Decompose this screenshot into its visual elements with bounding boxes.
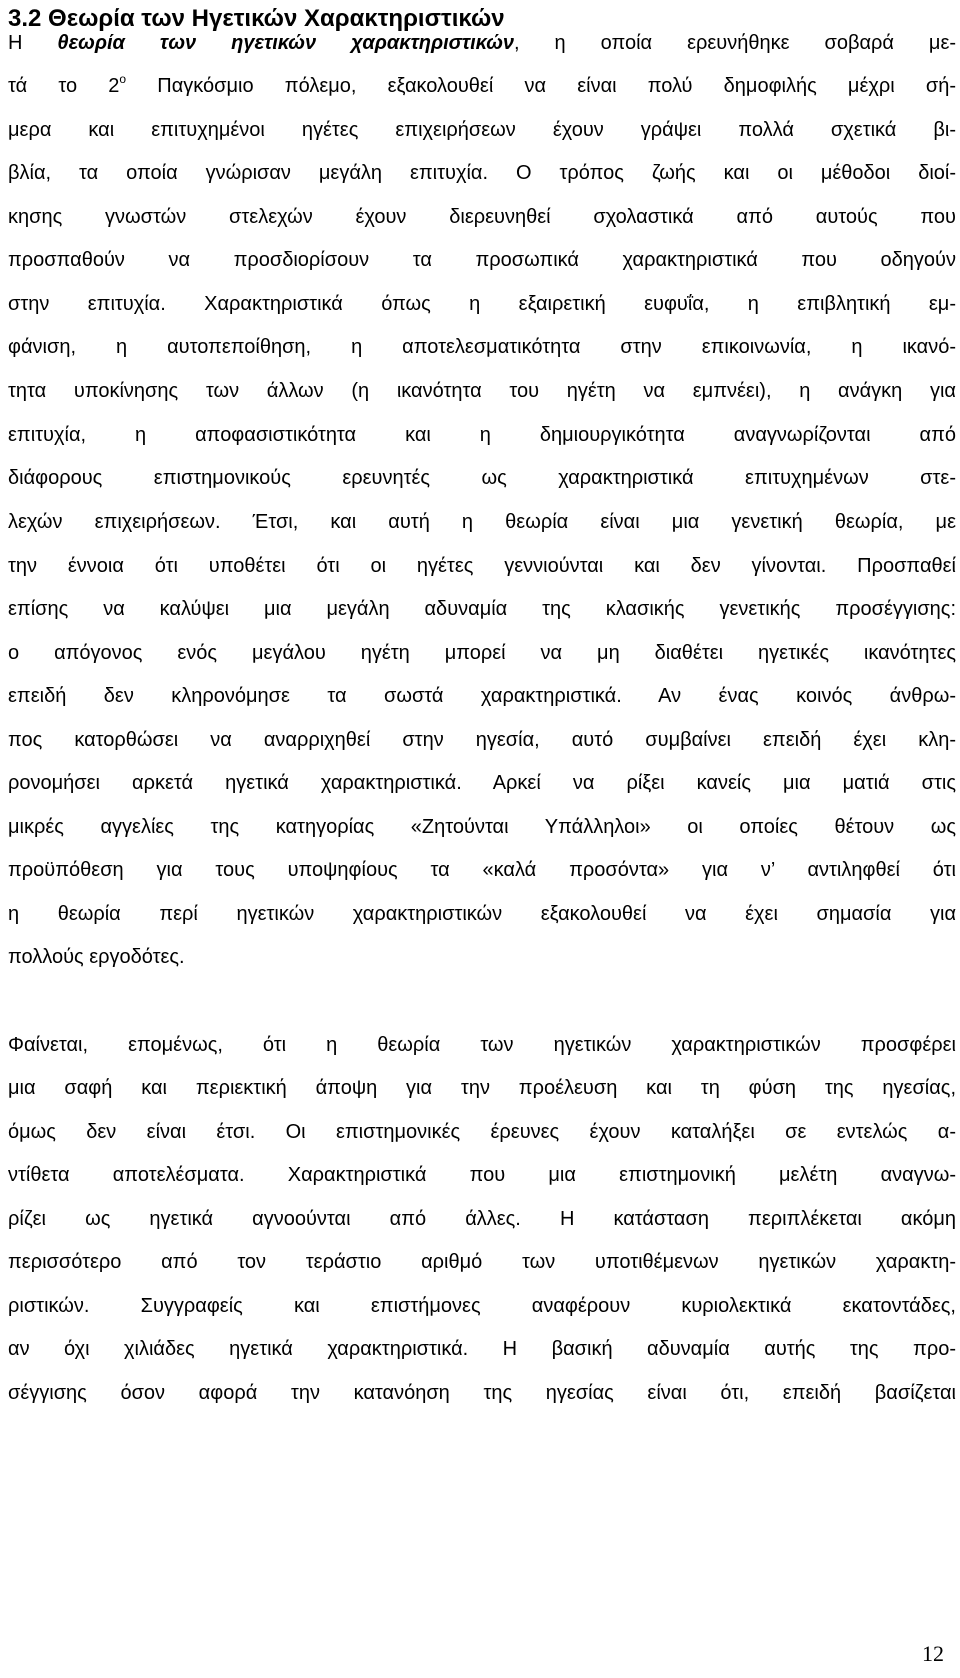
text-line: προϋπόθεση για τους υποψηφίους τα «καλά προσόντα» για ν’ αντιληφθεί ότι (8, 859, 956, 881)
text-run: , η οποία ερευνήθηκε σοβαρά με- (514, 32, 957, 54)
bold-italic-term: θεωρία των ηγετικών χαρακτηριστικών (57, 32, 515, 54)
text-line: πολλούς εργοδότες. (8, 946, 185, 968)
text-line: επίσης να καλύψει μια μεγάλη αδυναμία της κλασικής γενετικής προσέγγισης: (8, 598, 956, 620)
text-line: όμως δεν είναι έτσι. Οι επιστημονικές έρευνες έχουν καταλήξει σε εντελώς α- (8, 1121, 956, 1143)
text-line: ρονομήσει αρκετά ηγετικά χαρακτηριστικά. Αρκεί να ρίξει κανείς μια ματιά στις (8, 772, 956, 794)
text-line: κησης γνωστών στελεχών έχουν διερευνηθεί σχολαστικά από αυτούς που (8, 206, 956, 228)
text-line: μια σαφή και περιεκτική άποψη για την προέλευση και τη φύση της ηγεσίας, (8, 1077, 956, 1099)
page-number: 12 (922, 1641, 944, 1666)
text-line: λεχών επιχειρήσεων. Έτσι, και αυτή η θεωρία είναι μια γενετική θεωρία, με (8, 511, 956, 533)
text-line (8, 29, 956, 57)
text-line: περισσότερο από τον τεράστιο αριθμό των υποτιθέμενων ηγετικών χαρακτη- (8, 1251, 956, 1273)
text-line: την έννοια ότι υποθέτει ότι οι ηγέτες γεννιούνται και δεν γίνονται. Προσπαθεί (8, 555, 956, 577)
text-line: τητα υποκίνησης των άλλων (η ικανότητα του ηγέτη να εμπνέει), η ανάγκη για (8, 380, 956, 402)
section-heading: 3.2 Θεωρία των Ηγετικών Χαρακτηριστικών (8, 5, 505, 32)
text-line: μικρές αγγελίες της κατηγορίας «Ζητούνται Υπάλληλοι» οι οποίες θέτουν ως (8, 816, 956, 838)
text-line: επιτυχία, η αποφασιστικότητα και η δημιουργικότητα αναγνωρίζονται από (8, 424, 956, 446)
text-line: πος κατορθώσει να αναρριχηθεί στην ηγεσία, αυτό συμβαίνει επειδή έχει κλη- (8, 729, 956, 751)
text-line: αν όχι χιλιάδες ηγετικά χαρακτηριστικά. Η βασική αδυναμία αυτής της προ- (8, 1338, 956, 1360)
text-line: στην επιτυχία. Χαρακτηριστικά όπως η εξαιρετική ευφυΐα, η επιβλητική εμ- (8, 293, 956, 315)
text-line: επειδή δεν κληρονόμησε τα σωστά χαρακτηριστικά. Αν ένας κοινός άνθρω- (8, 685, 956, 707)
text-line: μερα και επιτυχημένοι ηγέτες επιχειρήσεων έχουν γράψει πολλά σχετικά βι- (8, 119, 956, 141)
text-line: διάφορους επιστημονικούς ερευνητές ως χαρακτηριστικά επιτυχημένων στε- (8, 467, 956, 489)
text-run: Η (8, 32, 58, 54)
text-line: ριστικών. Συγγραφείς και επιστήμονες αναφέρουν κυριολεκτικά εκατοντάδες, (8, 1295, 956, 1317)
text-line: η θεωρία περί ηγετικών χαρακτηριστικών εξακολουθεί να έχει σημασία για (8, 903, 956, 925)
text-line: προσπαθούν να προσδιορίσουν τα προσωπικά χαρακτηριστικά που οδηγούν (8, 249, 956, 271)
text-line: ντίθετα αποτελέσματα. Χαρακτηριστικά που μια επιστημονική μελέτη αναγνω- (8, 1164, 956, 1186)
text-line: ο απόγονος ενός μεγάλου ηγέτη μπορεί να μη διαθέτει ηγετικές ικανότητες (8, 642, 956, 664)
text-line: βλία, τα οποία γνώρισαν μεγάλη επιτυχία. Ο τρόπος ζωής και οι μέθοδοι διοί- (8, 162, 956, 184)
text-line: φάνιση, η αυτοπεποίθηση, η αποτελεσματικότητα στην επικοινωνία, η ικανό- (8, 336, 956, 358)
superscript: ο (119, 72, 127, 86)
text-line (8, 72, 956, 100)
text-line: Φαίνεται, επομένως, ότι η θεωρία των ηγετικών χαρακτηριστικών προσφέρει (8, 1034, 956, 1056)
text-line: ρίζει ως ηγετικά αγνοούνται από άλλες. Η κατάσταση περιπλέκεται ακόμη (8, 1208, 956, 1230)
text-run: τά το 2 (8, 75, 120, 97)
text-run: Παγκόσμιο πόλεμο, εξακολουθεί να είναι πολύ δημοφιλής μέχρι σή- (126, 75, 957, 97)
text-line: σέγγισης όσον αφορά την κατανόηση της ηγεσίας είναι ότι, επειδή βασίζεται (8, 1382, 956, 1404)
